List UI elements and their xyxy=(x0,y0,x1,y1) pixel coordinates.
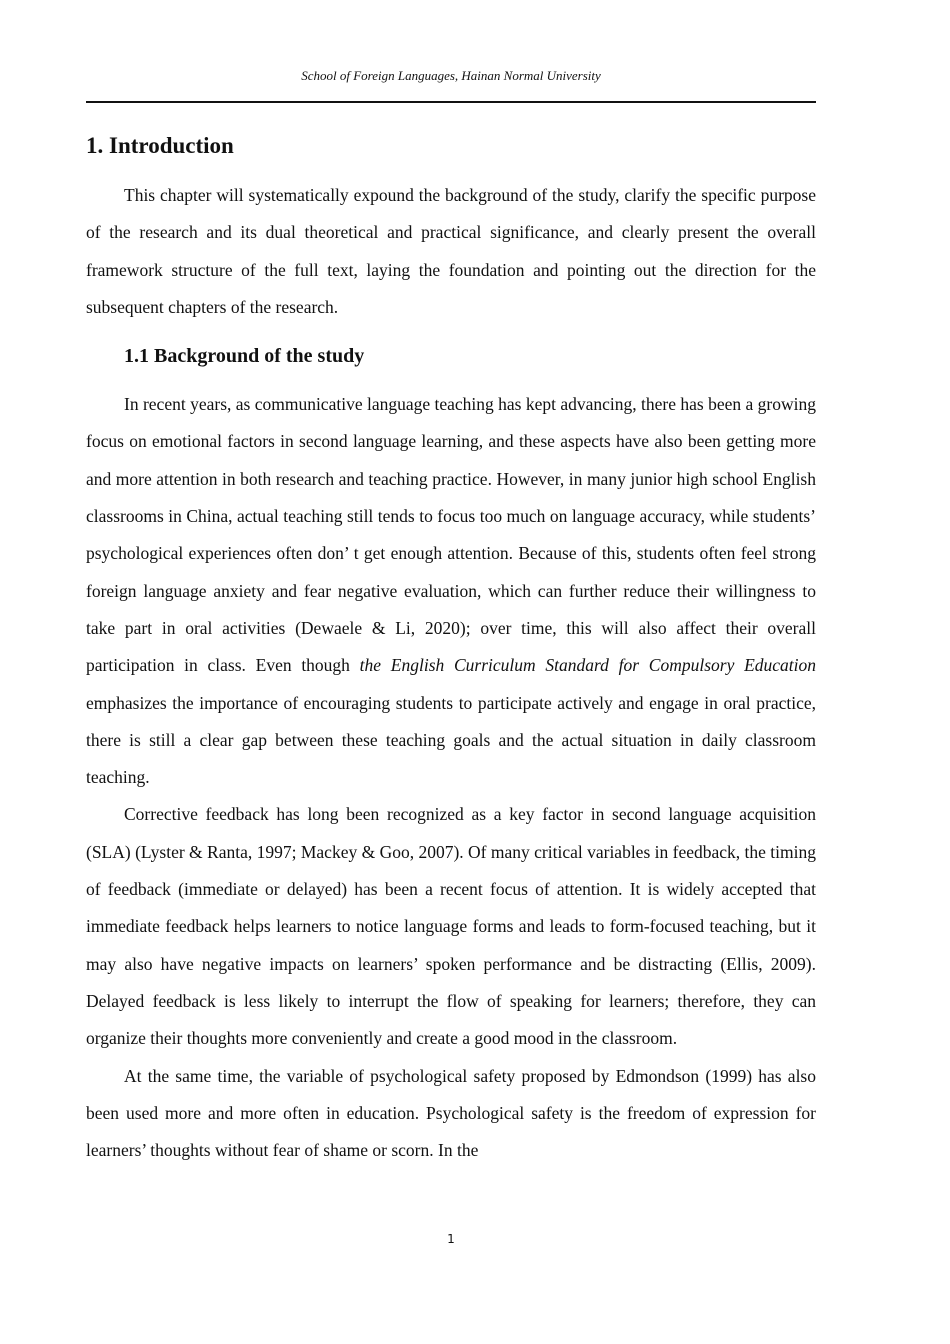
body-text xyxy=(86,128,816,1169)
page-number: 1 xyxy=(447,1232,455,1246)
paragraph-text: In recent years, as communicative language teaching has kept advancing, there has been a growing focus on emotional factors in second language learning, and these aspects have also been getting more and more attention in both research and teaching practice. However, in many junior high school English classrooms in China, actual teaching still tends to focus too much on language accuracy, while students’ psychological experiences often don’ t get enough attention. Because of this, students often feel strong foreign language anxiety and fear negative evaluation, which can further reduce their willingness to take part in oral activities (Dewaele & Li, 2020); over time, this will also affect their overall participation in class. Even though xyxy=(86,394,816,676)
section-title: 1. Introduction xyxy=(86,133,234,158)
running-header: School of Foreign Languages, Hainan Normal University xyxy=(301,68,601,83)
background-paragraph-2: Corrective feedback has long been recognized as a key factor in second language acquisition (SLA) (Lyster & Ranta, 1997; Mackey & Goo, 2007). Of many critical variables in feedback, the timing of feedback (immediate or delayed) has been a recent focus of attention. It is widely accepted that immediate feedback helps learners to notice language forms and leads to form-focused teaching, but it may also have negative impacts on learners’ spoken performance and be distracting (Ellis, 2009). Delayed feedback is less likely to interrupt the flow of speaking for learners; therefore, they can organize their thoughts more conveniently and create a good mood in the classroom. xyxy=(86,804,816,1049)
intro-paragraph: This chapter will systematically expound the background of the study, clarify the specific purpose of the research and its dual theoretical and practical significance, and clearly present the overall framework structure of the full text, laying the foundation and pointing out the direction for the subsequent chapters of the research. xyxy=(86,185,816,317)
subsection-title: 1.1 Background of the study xyxy=(124,345,365,368)
background-paragraph-3: At the same time, the variable of psychological safety proposed by Edmondson (1999) has also been used more and more often in education. Psychological safety is the freedom of expression for learners’ thoughts without fear of shame or scorn. In the xyxy=(86,1065,816,1161)
background-paragraph-1 xyxy=(86,386,816,796)
header-rule xyxy=(86,101,816,103)
paragraph-text: emphasizes the importance of encouraging students to participate actively and engage in oral practice, there is still a clear gap between these teaching goals and the actual situation in daily classroom teaching. xyxy=(86,692,816,788)
curriculum-title-italic: the English Curriculum Standard for Compulsory Education xyxy=(359,655,817,676)
